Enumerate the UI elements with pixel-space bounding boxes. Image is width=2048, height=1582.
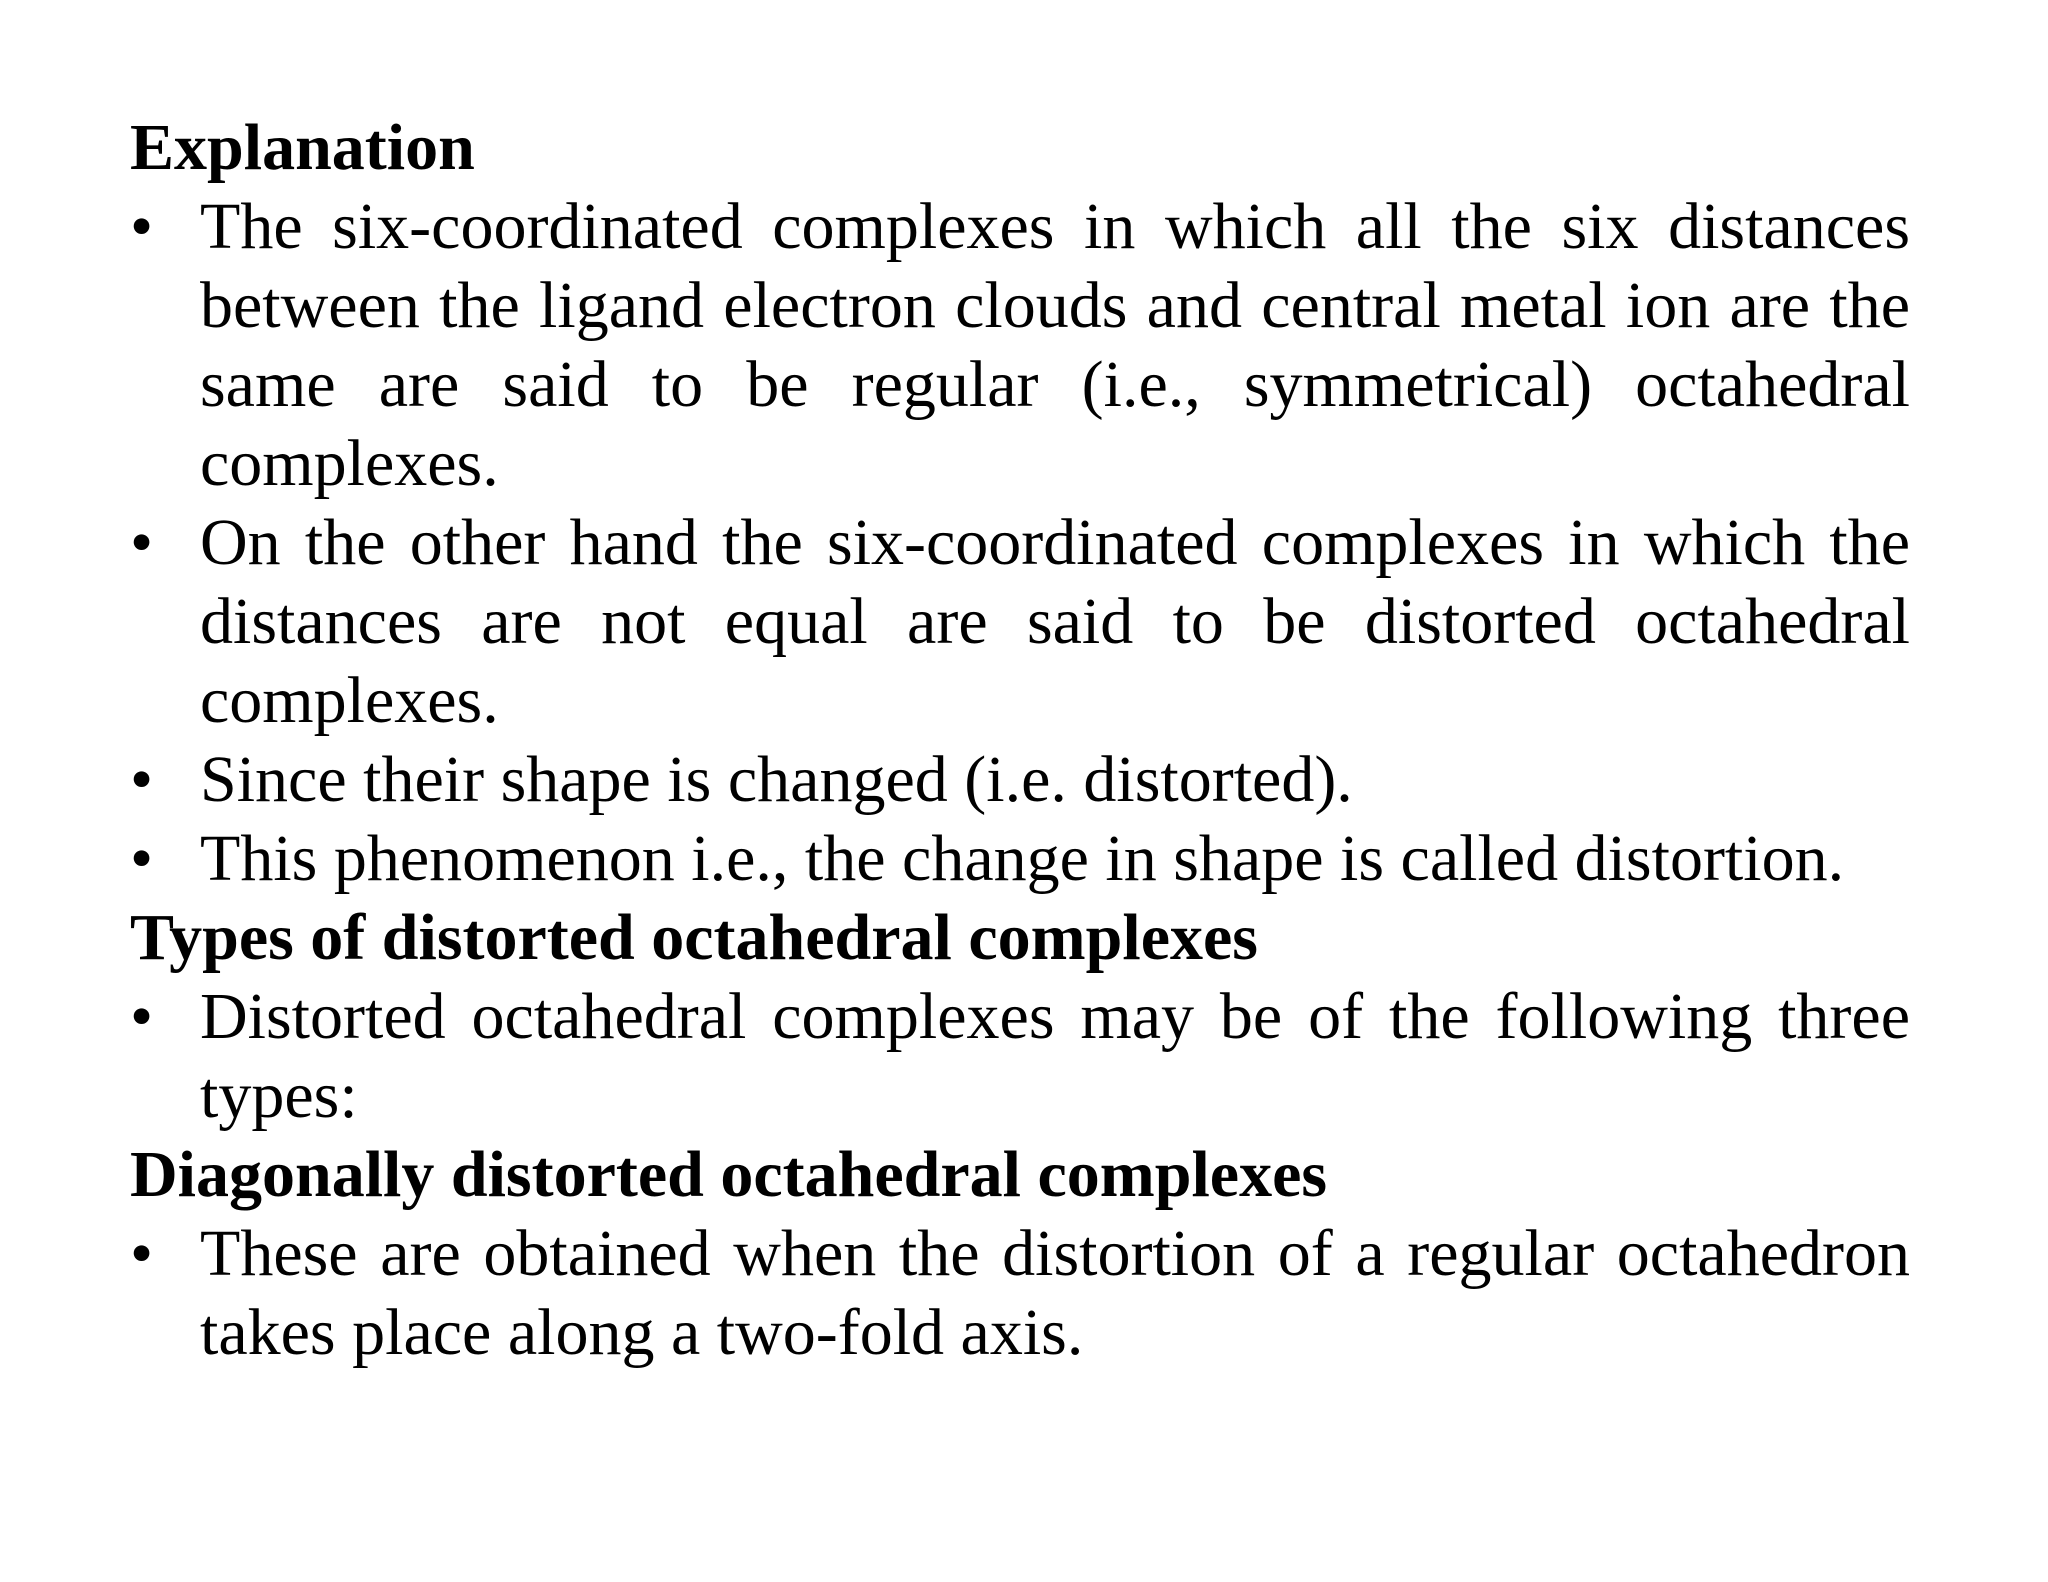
- slide-content: [130, 108, 1910, 1372]
- bullet-marker: •: [130, 980, 154, 1053]
- bullet-item: [130, 740, 1910, 819]
- bullet-text: Since their shape is changed (i.e. distorted).: [200, 743, 1353, 816]
- heading-diagonally-distorted: Diagonally distorted octahedral complexes: [130, 1138, 1328, 1211]
- bullet-item: [130, 977, 1910, 1135]
- bullet-text: On the other hand the six-coordinated complexes in which the distances are not equal are said to be distorted octahedral complexes.: [200, 506, 1910, 737]
- bullet-text: Distorted octahedral complexes may be of the following three types:: [200, 980, 1910, 1132]
- bullet-marker: •: [130, 190, 154, 263]
- bullet-list-diagonally-distorted: [130, 1214, 1910, 1372]
- bullet-marker: •: [130, 1217, 154, 1290]
- bullet-text: This phenomenon i.e., the change in shape is called distortion.: [200, 822, 1845, 895]
- bullet-list-types: [130, 977, 1910, 1135]
- bullet-marker: •: [130, 822, 154, 895]
- bullet-marker: •: [130, 743, 154, 816]
- bullet-list-explanation: [130, 187, 1910, 898]
- bullet-item: [130, 503, 1910, 740]
- bullet-marker: •: [130, 506, 154, 579]
- heading-explanation: Explanation: [130, 111, 475, 184]
- bullet-text: These are obtained when the distortion of a regular octahedron takes place along a two-fold axis.: [200, 1217, 1910, 1369]
- bullet-item: [130, 1214, 1910, 1372]
- heading-types: Types of distorted octahedral complexes: [130, 901, 1258, 974]
- bullet-item: [130, 187, 1910, 503]
- bullet-item: [130, 819, 1910, 898]
- bullet-text: The six-coordinated complexes in which all the six distances between the ligand electron clouds and central metal ion are the same are said to be regular (i.e., symmetrical) octahedral complexes.: [200, 190, 1910, 500]
